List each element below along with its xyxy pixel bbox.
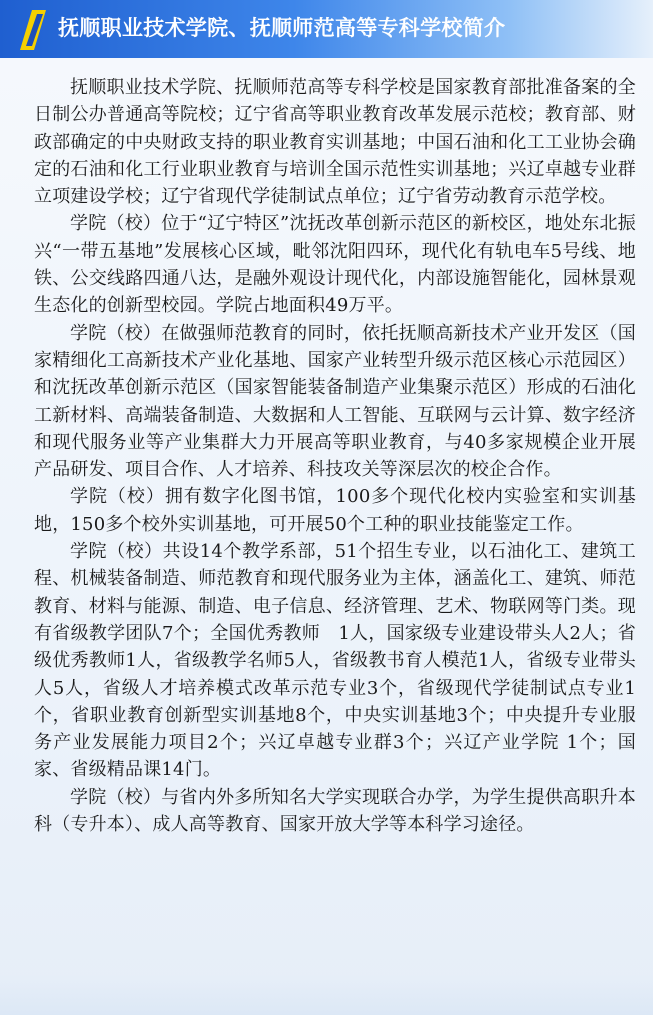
paragraph-location: 学院（校）位于“辽宁特区”沈抚改革创新示范区的新校区，地处东北振兴“一带五基地”发展核心区域，毗邻沈阳四环，现代化有轨电车5号线、地铁、公交线路四通八达，是融外观设计现代化，内部设施智能化，园林景观生态化的创新型校园。学院占地面积49万平。: [34, 213, 636, 317]
title-banner: [0, 0, 653, 58]
paragraph-cooperation: 学院（校）在做强师范教育的同时，依托抚顺高新技术产业开发区（国家精细化工高新技术产业化基地、国家产业转型升级示范区核心示范园区）和沈抚改革创新示范区（国家智能装备制造产业集聚示范区）形成的石油化工新材料、高端装备制造、大数据和人工智能、互联网与云计算、数字经济和现代服务业等产业集群大力开展高等职业教育，与40多家规模企业开展产品研发、项目合作、人才培养、科技攻关等深层次的校企合作。: [34, 322, 636, 481]
paragraph-departments: 学院（校）共设14个教学系部，51个招生专业，以石油化工、建筑工程、机械装备制造、师范教育和现代服务业为主体，涵盖化工、建筑、师范教育、材料与能源、制造、电子信息、经济管理、艺术、物联网等门类。现有省级教学团队7个；全国优秀教师 1人，国家级专业建设带头人2人；省级优秀教师1人，省级教学名师5人，省级教书育人模范1人，省级专业带头人5人，省级人才培养模式改革示范专业3个，省级现代学徒制试点专业1个，省职业教育创新型实训基地8个，中央实训基地3个；中央提升专业服务产业发展能力项目2个；兴辽卓越专业群3个；兴辽产业学院 1个；国家、省级精品课14门。: [34, 541, 636, 781]
paragraph-joint-programs: 学院（校）与省内外多所知名大学实现联合办学，为学生提供高职升本科（专升本）、成人高等教育、国家开放大学等本科学习途径。: [34, 786, 636, 836]
article-body: [34, 74, 636, 838]
slanted-bars-icon: [20, 10, 46, 50]
page-title: 抚顺职业技术学院、抚顺师范高等专科学校简介: [58, 16, 506, 40]
bottom-fade: [0, 975, 653, 1015]
paragraph-intro: 抚顺职业技术学院、抚顺师范高等专科学校是国家教育部批准备案的全日制公办普通高等院校；辽宁省高等职业教育改革发展示范校；教育部、财政部确定的中央财政支持的职业教育实训基地；中国石油和化工工业协会确定的石油和化工行业职业教育与培训全国示范性实训基地；兴辽卓越专业群立项建设学校；辽宁省现代学徒制试点单位；辽宁省劳动教育示范学校。: [34, 77, 636, 208]
paragraph-facilities: 学院（校）拥有数字化图书馆，100多个现代化校内实验室和实训基地，150多个校外实训基地，可开展50个工种的职业技能鉴定工作。: [34, 486, 636, 535]
